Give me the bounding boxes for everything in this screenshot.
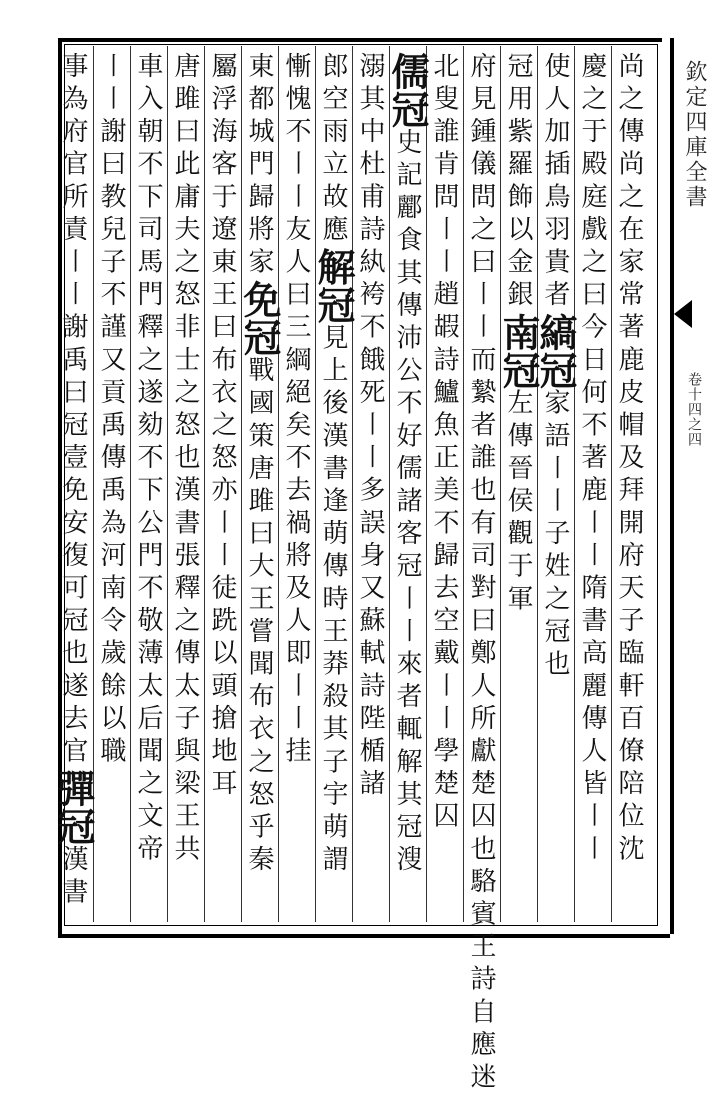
text-column: [204, 46, 242, 922]
entry-heading: 免冠: [237, 280, 282, 357]
text-column: [574, 46, 612, 922]
column-text: 唐雎曰此庸夫之怒非士之怒也漢書張釋之傳太子與梁王共: [170, 52, 200, 867]
entry-heading: 縞冠: [533, 312, 578, 389]
column-text: 尚之傳尚之在家常著鹿皮帽及拜開府天子臨軒百僚陪位沈: [614, 52, 644, 867]
fish-tail-mark: [674, 300, 692, 328]
column-text: 漢書: [58, 845, 88, 911]
text-column: [385, 46, 430, 922]
column-text: 見上後漢書逢萌傳時王莽殺其子宇萌謂: [318, 323, 348, 878]
column-text: 東都城門歸將家: [244, 52, 274, 281]
column-text: 王曰布衣之怒亦〡〡徒跣以頭搶地耳: [207, 280, 237, 802]
entry-heading: 南冠: [496, 312, 541, 389]
margin-rule: [670, 38, 674, 934]
column-text: 屬浮海客于遼東: [207, 52, 237, 281]
column-text: 事為府官所責〡〡謝禹曰冠壹免安復可冠也遂去官: [58, 52, 88, 770]
entry-heading: 儒冠: [385, 52, 430, 128]
column-text: 冠用紫羅飾以金銀: [503, 52, 533, 313]
entry-heading: 彈冠: [51, 769, 96, 846]
column-text: 〡〡謝曰教兒子不謹又貢禹傳禹為河南令歲餘以職: [96, 52, 126, 770]
column-text: 慚愧不〡〡: [281, 52, 311, 215]
text-column: [237, 46, 282, 922]
text-column: [611, 46, 649, 922]
text-column: [130, 46, 168, 922]
entry-heading: 解冠: [311, 247, 356, 324]
column-text: 郎空雨立故應: [318, 52, 348, 248]
column-text: 溺其中杜甫詩紈袴不餓死〡〡多誤身又蘇軾詩陛楯諸: [355, 52, 385, 802]
column-text: 史記酈食其傳沛公不好儒諸客冠〡〡來者輒解其冠溲: [392, 128, 422, 878]
column-text: 戰國策唐雎曰大王嘗聞布衣之怒乎秦: [244, 356, 274, 878]
column-text: 車入朝不下司馬門釋之遂劾不下公門不敬薄太后聞之文帝: [133, 52, 163, 867]
column-text: 左傳晉侯觀于軍: [503, 388, 533, 618]
text-column: [93, 46, 131, 922]
text-column: [496, 46, 541, 922]
column-text: 慶之于殿庭戲之曰今日何不著鹿〡〡隋書高麗傳人皆〡〡: [577, 52, 607, 867]
text-column: [167, 46, 205, 922]
book-title: 欽定四庫全書: [682, 60, 707, 210]
text-column: [51, 46, 96, 922]
volume-page-label: 卷十四之四: [686, 372, 702, 447]
text-column: [426, 46, 464, 922]
column-text: 北叟誰肯問〡〡趙嘏詩鱸魚正美不歸去空戴〡〡學楚囚: [429, 52, 459, 835]
text-column: [533, 46, 578, 922]
text-column: [352, 46, 390, 922]
column-text: 使人加插鳥羽貴者: [540, 52, 570, 313]
column-text: 家語〡〡子姓之冠也: [540, 388, 570, 683]
text-column: [311, 46, 356, 922]
text-column: [463, 46, 501, 1095]
column-text: 府見鍾儀問之曰〡〡而縶者誰也有司對曰鄭人所獻楚囚也駱賓王詩自應迷: [466, 52, 496, 1095]
text-column: [278, 46, 316, 922]
column-text: 友人曰三綱絕矣不去禍將及人即〡〡挂: [281, 215, 311, 770]
